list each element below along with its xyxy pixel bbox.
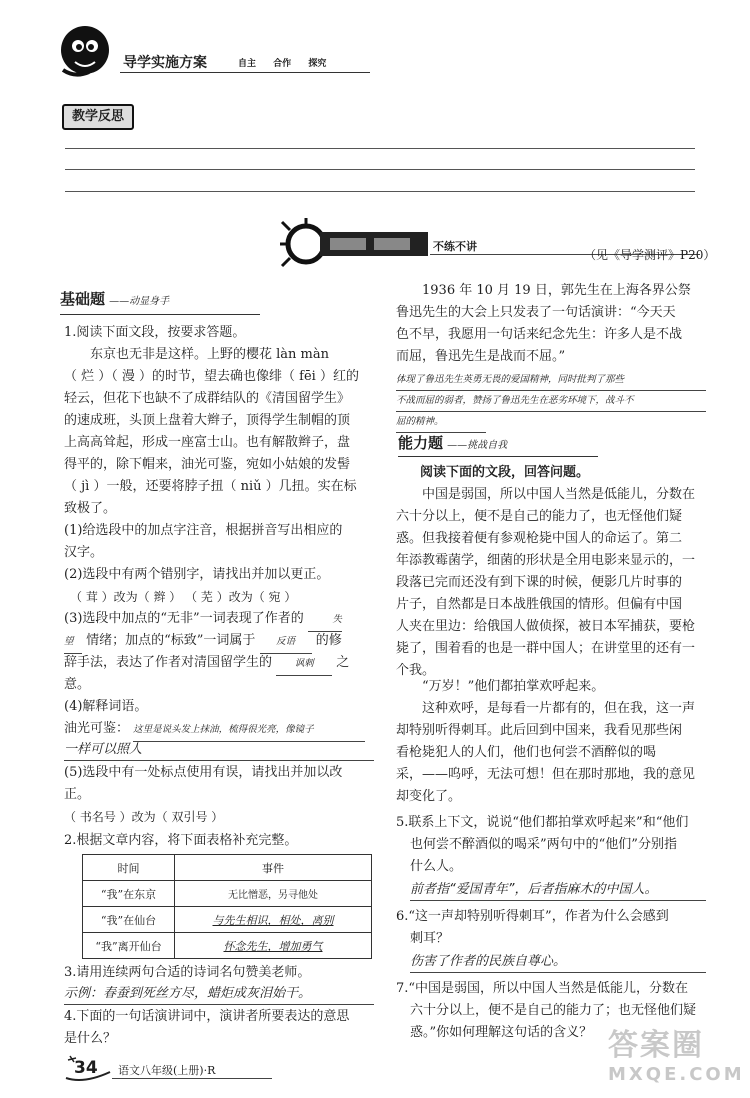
q4-answer-block — [396, 370, 706, 433]
sub3-text-c: 情绪；加点的“标致”一词属于 — [86, 633, 256, 648]
table-row — [83, 881, 372, 907]
q6b: 刺耳？ — [410, 931, 450, 946]
passage-line: 的速成班，头顶上盘着大辫子，顶得学生制帽的顶 — [64, 413, 351, 428]
sub3-line4: 意。 — [64, 677, 91, 692]
passage2-line: 年添教霉菌学，细菌的形状是全用电影来显示的，一 — [396, 553, 696, 568]
sub5-answer: （ 书名号 ）改为（ 双引号 ） — [64, 810, 224, 824]
q4-answer-line: 体现了鲁迅先生英勇无畏的爱国精神，同时批判了那些 — [396, 370, 706, 391]
sub3-answer-1: 失 — [308, 609, 342, 632]
reflection-line-2 — [65, 169, 695, 170]
sub4-answer-1: 这里是说头发上抹油，梳得很光亮，像镜子 — [133, 719, 365, 742]
footer-book: 语文八年级(上册)·R — [118, 1064, 216, 1077]
sub3-text-e: 辞手法，表达了作者对清国留学生的 — [64, 655, 273, 670]
table-cell: 与先生相识，相处，离别 — [175, 907, 372, 933]
header-title: 导学实施方案 — [123, 55, 207, 71]
passage-block — [64, 344, 374, 520]
footer-rule — [112, 1078, 272, 1079]
passage3-line: 采，——呜呼，无法可想！但在那时那地，我的意见 — [396, 767, 696, 782]
events-table — [82, 854, 372, 959]
passage3-block — [396, 676, 706, 808]
passage2-line: 片子，自然都是日本战胜俄国的情形。但偏有中国 — [396, 597, 683, 612]
passage2-line: 惑。但我接着便有参观枪毙中国人的命运了。第二 — [396, 531, 683, 546]
header-logo — [55, 20, 117, 82]
basic-section-header — [60, 288, 169, 309]
quote-line: 色不早，我愿用一句话来纪念先生：许多人是不战 — [396, 327, 683, 342]
table-cell: “我”离开仙台 — [83, 933, 175, 959]
flame-swirl-icon — [280, 218, 430, 270]
passage-line: 得平的，除下帽来，油光可鉴，宛如小姑娘的发髻 — [64, 457, 351, 472]
sub3-answer-2: 反语 — [260, 631, 312, 654]
table-cell: “我”在东京 — [83, 881, 175, 907]
passage3-line: 却变化了。 — [396, 789, 462, 804]
sub3-text-d: 的修 — [315, 633, 342, 648]
sub3-line3 — [64, 652, 349, 676]
q7a: 7.“中国是弱国，所以中国人当然是低能儿，分数在 — [396, 981, 689, 996]
table-header-event: 事件 — [175, 855, 372, 881]
reflection-line-3 — [65, 191, 695, 192]
q6-answer: 伤害了作者的民族自尊心。 — [410, 952, 706, 973]
page-number: 34 — [74, 1058, 98, 1078]
sub3-line2 — [64, 630, 342, 654]
watermark-text: 答案圈 — [608, 1028, 704, 1063]
sub5b: 正。 — [64, 787, 91, 802]
q5a: 5.联系上下文，说说“他们都拍掌欢呼起来”和“他们 — [396, 815, 689, 830]
teaching-reflection-label: 教学反思 — [62, 104, 134, 130]
ability-title-underline — [398, 456, 598, 457]
table-row — [83, 907, 372, 933]
q4b: 是什么？ — [64, 1031, 117, 1046]
passage2-line: 人夹在里边：给俄国人做侦探，被日本军捕获，要枪 — [396, 619, 696, 634]
table-cell: “我”在仙台 — [83, 907, 175, 933]
sub4-term: 油光可鉴： — [64, 721, 130, 736]
table-cell: 怀念先生，增加勇气 — [175, 933, 372, 959]
sub2: (2)选段中有两个错别字，请找出并加以更正。 — [64, 567, 330, 582]
table-header-row — [83, 855, 372, 881]
sub3-text-b: 望 — [64, 631, 82, 654]
reflection-line-1 — [65, 148, 695, 149]
sub4-line — [64, 718, 365, 742]
tag-explore: 探究 — [308, 59, 327, 69]
practice-banner — [280, 218, 430, 270]
sub3-text-f: 之 — [336, 655, 350, 670]
passage2-block — [396, 484, 706, 682]
passage3-line: “万岁！”他们都拍掌欢呼起来。 — [422, 679, 605, 694]
header-rule — [120, 72, 370, 73]
tag-cooperate: 合作 — [273, 59, 292, 69]
q2: 2.根据文章内容，将下面表格补充完整。 — [64, 833, 298, 848]
tag-self: 自主 — [238, 59, 257, 69]
passage3-line: 却特别听得刺耳。此后回到中国来，我看见那些闲 — [396, 723, 683, 738]
sub3-answer-3: 讽刺 — [276, 653, 332, 676]
sub3-text-a: (3)选段中加点的“无非”一词表现了作者的 — [64, 611, 304, 626]
q5-answer: 前者指“爱国青年”，后者指麻木的中国人。 — [410, 880, 706, 901]
read-intro: 阅读下面的文段，回答问题。 — [420, 465, 590, 480]
banner-slogan: 不练不讲 — [433, 240, 477, 253]
banner-reference: （见《导学测评》P20） — [584, 248, 716, 262]
swoosh-icon — [64, 1052, 114, 1082]
passage-line: （ 烂 ）（ 漫 ）的时节，望去确也像绯（ fēi ）红的 — [64, 369, 359, 384]
basic-title: 基础题 — [60, 290, 106, 308]
passage3-line: 这种欢呼，是每看一片都有的，但在我，这一声 — [422, 701, 696, 716]
q4-answer-line: 不战而屈的弱者，赞扬了鲁迅先生在恶劣环境下，战斗不 — [396, 391, 706, 412]
sub1: (1)给选段中的加点字注音，根据拼音写出相应的 — [64, 523, 343, 538]
passage-line: 轻云，但花下也缺不了成群结队的《清国留学生》 — [64, 391, 351, 406]
sub4-answer-2: 一样可以照人 — [64, 740, 374, 761]
mascot-icon — [55, 20, 117, 82]
watermark-logo — [608, 1020, 745, 1092]
q7b: 六十分以上，便不是自己的能力了；也无怪他们疑 — [410, 1003, 697, 1018]
quote-line: 鲁迅先生的大会上只发表了一句话演讲：“今天天 — [396, 305, 676, 320]
sub1b: 汉字。 — [64, 545, 104, 560]
table-row — [83, 933, 372, 959]
q5b: 也何尝不醉酒似的喝采”两句中的“他们”分别指 — [410, 837, 677, 852]
passage2-line: 中国是弱国，所以中国人当然是低能儿，分数在 — [422, 487, 696, 502]
q1-intro: 1.阅读下面文段，按要求答题。 — [64, 325, 246, 340]
basic-subtitle: ——动显身手 — [109, 296, 170, 307]
q7c: 惑。”你如何理解这句话的含义？ — [410, 1025, 593, 1040]
quote-block — [396, 280, 706, 368]
watermark-url: MXQE.COM — [608, 1064, 745, 1085]
quote-line: 1936 年 10 月 19 日，郭先生在上海各界公祭 — [422, 283, 691, 298]
q4-answer-line: 屈的精神。 — [396, 412, 486, 433]
quote-line: 而屈，鲁迅先生是战而不屈。” — [396, 349, 566, 364]
passage-line: 上高高耸起，形成一座富士山。也有解散辫子，盘 — [64, 435, 351, 450]
passage2-line: 段落已完而还没有到下课的时候，便影几片时事的 — [396, 575, 683, 590]
passage-line: 东京也无非是这样。上野的樱花 làn màn — [90, 347, 329, 362]
q3-answer: 示例：春蚕到死丝方尽，蜡炬成灰泪始干。 — [64, 984, 374, 1005]
passage3-line: 看枪毙犯人的人们，他们也何尝不酒醉似的喝 — [396, 745, 657, 760]
sub5: (5)选段中有一处标点使用有误，请找出并加以改 — [64, 765, 343, 780]
passage2-line: 毙了，围着看的也是一群中国人；在讲堂里的还有一 — [396, 641, 696, 656]
passage2-line: 个我。 — [396, 663, 436, 678]
passage-line: 致极了。 — [64, 501, 117, 516]
page-number-swoosh — [64, 1052, 114, 1082]
q5c: 什么人。 — [410, 859, 463, 874]
table-cell: 无比憎恶，另寻他处 — [175, 881, 372, 907]
basic-title-underline — [60, 314, 260, 315]
ability-subtitle: ——挑战自我 — [447, 440, 508, 451]
ability-section-header — [398, 432, 507, 453]
ability-title: 能力题 — [398, 434, 444, 452]
sub4: (4)解释词语。 — [64, 699, 148, 714]
header-tags — [238, 56, 326, 69]
q3: 3.请用连续两句合适的诗词名句赞美老师。 — [64, 965, 311, 980]
passage2-line: 六十分以上，便不是自己的能力了，也无怪他们疑 — [396, 509, 683, 524]
sub2-answer: （ 茸 ）改为（ 辫 ） （ 芜 ）改为（ 宛 ） — [70, 590, 297, 604]
q6a: 6.“这一声却特别听得刺耳”，作者为什么会感到 — [396, 909, 669, 924]
q4a: 4.下面的一句话演讲词中，演讲者所要表达的意思 — [64, 1009, 350, 1024]
table-header-time: 时间 — [83, 855, 175, 881]
passage-line: （ jì ）一般，还要将脖子扭（ niǔ ）几扭。实在标 — [64, 479, 357, 494]
sub3-line1 — [64, 608, 342, 632]
